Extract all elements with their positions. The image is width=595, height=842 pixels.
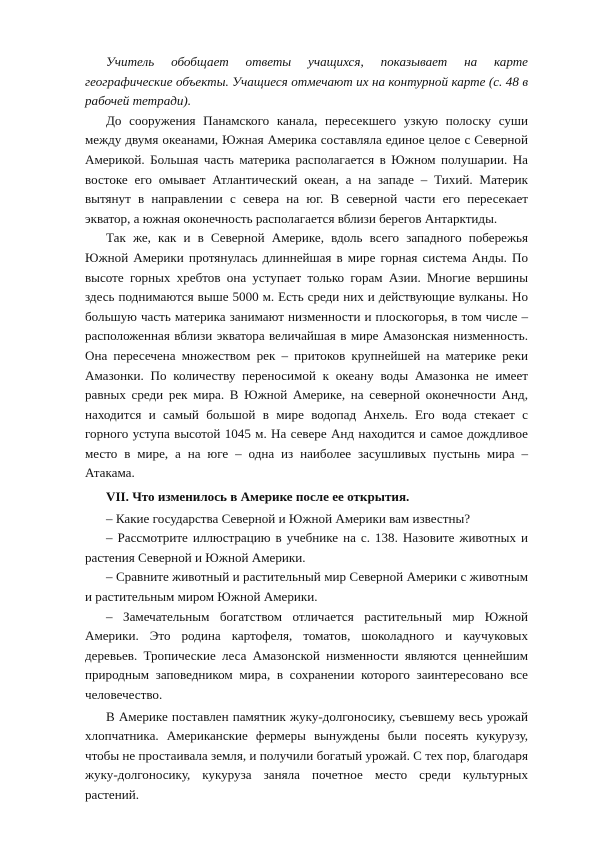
paragraph-panama-canal: До сооружения Панамского канала, пересекшего узкую полоску суши между двумя океанами, Южная Америка составляла единое целое с Северной Америкой. Большая часть материка располагается в Южном полушарии. На востоке его омывает Атлантический океан, а на западе – Тихий. Материк вытянут в направлении с севера на юг. В северной части его пересекает экватор, а южная оконечность располагается вблизи берегов Антарктиды. <box>85 112 528 226</box>
dialogue-question-states: – Какие государства Северной и Южной Америки вам известны? <box>106 510 471 526</box>
paragraph-andes-amazon: Так же, как и в Северной Америке, вдоль всего западного побережья Южной Америки протянулась длиннейшая в мире горная система Анды. По высоте горных хребтов она уступает только горам Азии. Многие вершины здесь поднимаются выше 5000 м. Есть среди них и действующие вулканы. Но большую часть материка занимают низменности и плоскогорья, в том числе – расположенная вблизи экватора величайшая в мире Амазонская низменность. Она пересечена множеством рек – притоков крупнейшей на материке реки Амазонки. По количеству переносимой к океану воды Амазонка не имеет равных среди рек мира. В Южной Америке, на северной оконечности Анд, находится и самый большой в мире водопад Анхель. Его вода стекает с горного уступа высотой 1045 м. На севере Анд находится и самое дождливое место в мире, а на юге – одна из наиболее засушливых пустынь мира – Атакама. <box>85 230 528 481</box>
section-heading: VII. Что изменилось в Америке после ее открытия. <box>106 489 410 505</box>
dialogue-answer-plants: – Замечательным богатством отличается растительный мир Южной Америки. Это родина картофеля, томатов, шоколадного и каучуковых деревьев. Тропические леса Амазонской низменности являются ценнейшим природным заповедником мира, в сохранении которого заинтересовано все человечество. <box>85 608 528 702</box>
dialogue-question-illustration: – Рассмотрите иллюстрацию в учебнике на с. 138. Назовите животных и растения Северной и Южной Америки. <box>85 530 528 565</box>
dialogue-question-compare: – Сравните животный и растительный мир Северной Америки с животным и растительным миром Южной Америки. <box>85 569 528 605</box>
paragraph-weevil-monument: В Америке поставлен памятник жуку-долгоносику, съевшему весь урожай хлопчатника. Американские фермеры вынуждены были посеять кукурузу, чтобы не простаивала земля, и получили богатый урожай. С тех пор, благодаря жуку-долгоносику, кукуруза заняла почетное место среди культурных растений. <box>85 708 528 802</box>
document-page <box>85 52 528 805</box>
teacher-instruction: Учитель обобщает ответы учащихся, показывает на карте географические объекты. Учащиеся отмечают их на контурной карте (с. 48 в рабочей тетради). <box>85 54 528 109</box>
